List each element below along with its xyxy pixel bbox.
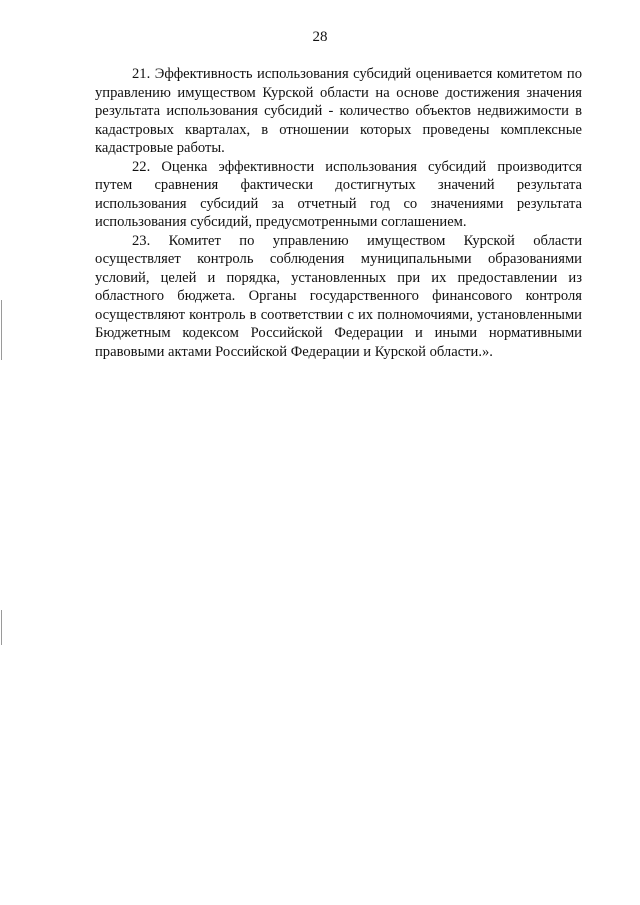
paragraph-22: 22. Оценка эффективности использования субсидий производится путем сравнения фактически достигнутых значений результата использования субсидий за отчетный год со значениями результата использования субсидий, предусмотренными соглашением. (95, 158, 582, 230)
page-number: 28 (312, 29, 328, 45)
document-body (95, 65, 582, 361)
scan-edge-mark (1, 610, 2, 645)
paragraph-21: 21. Эффективность использования субсидий оценивается комитетом по управлению имуществом Курской области на основе достижения значения результата использования субсидий - количество объектов недвижимости в кадастровых кварталах, в отношении которых проведены комплексные кадастровые работы. (95, 66, 582, 156)
scan-edge-mark (1, 300, 2, 360)
paragraph-23: 23. Комитет по управлению имуществом Курской области осуществляет контроль соблюдения муниципальными образованиями условий, целей и порядка, установленных при их предоставлении из областного бюджета. Органы государственного финансового контроля осуществляют контроль в соответствии с их полномочиями, установленными Бюджетным кодексом Российской Федерации и иными нормативными правовыми актами Российской Федерации и Курской области.». (95, 232, 582, 360)
